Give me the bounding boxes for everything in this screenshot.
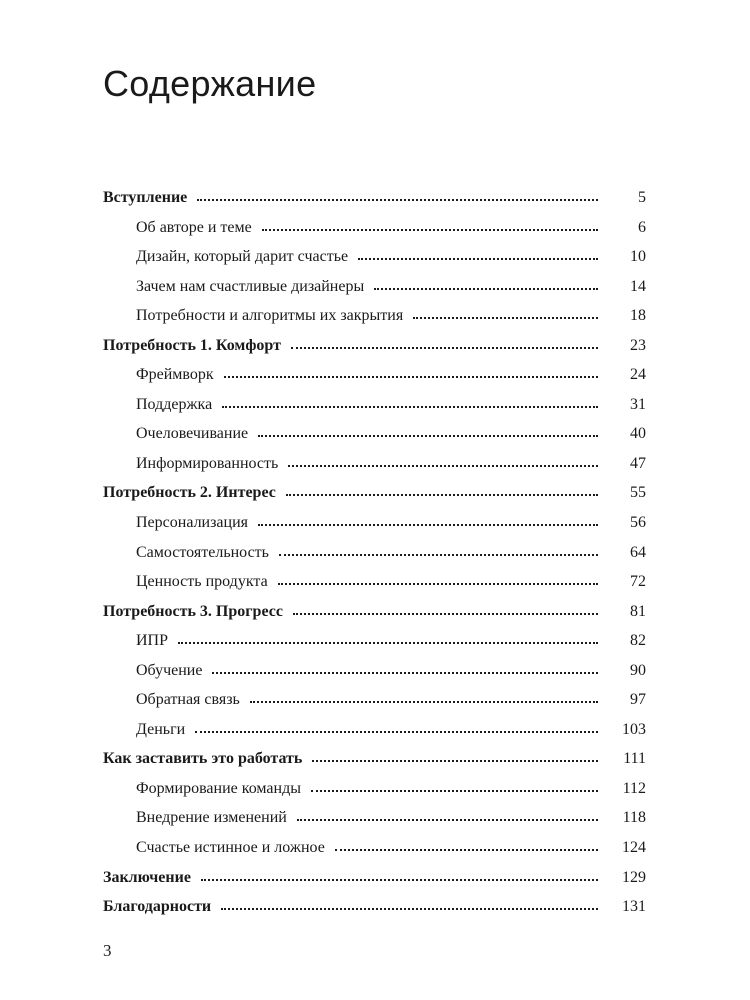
toc-section-entry (103, 272, 646, 302)
toc-entry-page-number: 31 (630, 395, 646, 413)
toc-entry-title: Ценность продукта (136, 573, 268, 591)
dot-leader (197, 195, 598, 201)
toc-section-entry (103, 567, 646, 597)
dot-leader (279, 550, 598, 556)
toc-entry-page-number: 47 (630, 454, 646, 472)
toc-section-entry (103, 213, 646, 243)
dot-leader (258, 431, 598, 437)
toc-section-entry (103, 390, 646, 420)
toc-entry-page-number: 90 (630, 661, 646, 679)
dot-leader (293, 609, 598, 615)
toc-entry-page-number: 40 (630, 425, 646, 443)
dot-leader (221, 904, 598, 910)
toc-section-entry (103, 301, 646, 331)
dot-leader (286, 490, 598, 496)
dot-leader (222, 402, 598, 408)
toc-entry-page-number: 72 (630, 573, 646, 591)
dot-leader (178, 638, 598, 644)
toc-chapter-entry (103, 597, 646, 627)
toc-entry-page-number: 118 (622, 809, 646, 827)
toc-chapter-entry (103, 863, 646, 893)
dot-leader (374, 284, 598, 290)
page-number: 3 (103, 941, 112, 960)
toc-entry-title: Как заставить это работать (103, 750, 303, 768)
toc-entry-title: Заключение (103, 868, 191, 886)
toc-section-entry (103, 449, 646, 479)
toc-entry-title: Потребность 3. Прогресс (103, 602, 283, 620)
toc-entry-title: Очеловечивание (136, 425, 249, 443)
dot-leader (312, 756, 598, 762)
toc-section-entry (103, 774, 646, 804)
toc-section-entry (103, 656, 646, 686)
page-title: Содержание (103, 63, 317, 104)
toc-section-entry (103, 715, 646, 745)
toc-section-entry (103, 360, 646, 390)
toc-entry-title: Потребность 2. Интерес (103, 484, 276, 502)
toc-entry-title: ИПР (136, 632, 169, 650)
toc-entry-title: Зачем нам счастливые дизайнеры (136, 277, 365, 295)
toc-entry-title: Благодарности (103, 898, 212, 916)
toc-chapter-entry (103, 478, 646, 508)
toc-entry-title: Информированность (136, 454, 279, 472)
toc-entry-title: Формирование команды (136, 779, 301, 797)
table-of-contents (103, 183, 646, 922)
toc-entry-title: Об авторе и теме (136, 218, 252, 236)
toc-entry-title: Фреймворк (136, 366, 214, 384)
dot-leader (224, 372, 598, 378)
toc-entry-title: Внедрение изменений (136, 809, 287, 827)
dot-leader (413, 313, 598, 319)
toc-entry-page-number: 23 (630, 336, 646, 354)
toc-entry-title: Поддержка (136, 395, 213, 413)
toc-entry-page-number: 124 (622, 839, 646, 857)
toc-entry-page-number: 56 (630, 514, 646, 532)
toc-chapter-entry (103, 183, 646, 213)
dot-leader (335, 845, 598, 851)
toc-section-entry (103, 538, 646, 568)
toc-section-entry (103, 803, 646, 833)
toc-chapter-entry (103, 744, 646, 774)
toc-entry-page-number: 111 (623, 750, 646, 768)
toc-entry-page-number: 112 (622, 779, 646, 797)
dot-leader (278, 579, 598, 585)
toc-section-entry (103, 833, 646, 863)
toc-entry-title: Вступление (103, 189, 188, 206)
toc-entry-page-number: 5 (638, 189, 646, 206)
toc-entry-page-number: 55 (630, 484, 646, 502)
toc-entry-page-number: 81 (630, 602, 646, 620)
dot-leader (262, 225, 598, 231)
toc-entry-page-number: 82 (630, 632, 646, 650)
toc-entry-page-number: 18 (630, 307, 646, 325)
toc-entry-title: Обратная связь (136, 691, 240, 709)
toc-entry-page-number: 14 (630, 277, 646, 295)
dot-leader (291, 343, 598, 349)
toc-entry-page-number: 64 (630, 543, 646, 561)
toc-entry-title: Персонализация (136, 514, 249, 532)
toc-entry-page-number: 131 (622, 898, 646, 916)
toc-entry-title: Счастье истинное и ложное (136, 839, 325, 857)
toc-entry-title: Обучение (136, 661, 203, 679)
toc-entry-title: Потребности и алгоритмы их закрытия (136, 307, 404, 325)
toc-entry-title: Самостоятельность (136, 543, 269, 561)
dot-leader (297, 815, 598, 821)
toc-entry-page-number: 103 (622, 720, 646, 738)
dot-leader (195, 727, 598, 733)
dot-leader (311, 786, 598, 792)
dot-leader (288, 461, 598, 467)
toc-chapter-entry (103, 331, 646, 361)
dot-leader (358, 254, 598, 260)
toc-section-entry (103, 626, 646, 656)
toc-chapter-entry (103, 892, 646, 922)
dot-leader (212, 668, 598, 674)
toc-entry-title: Дизайн, который дарит счастье (136, 248, 349, 266)
toc-section-entry (103, 508, 646, 538)
toc-entry-page-number: 129 (622, 868, 646, 886)
toc-entry-page-number: 10 (630, 248, 646, 266)
toc-entry-title: Деньги (136, 720, 186, 738)
toc-entry-page-number: 6 (638, 218, 646, 236)
toc-section-entry (103, 685, 646, 715)
dot-leader (258, 520, 598, 526)
toc-entry-title: Потребность 1. Комфорт (103, 336, 281, 354)
toc-entry-page-number: 24 (630, 366, 646, 384)
toc-section-entry (103, 242, 646, 272)
dot-leader (250, 697, 598, 703)
toc-entry-page-number: 97 (630, 691, 646, 709)
dot-leader (201, 875, 598, 881)
toc-section-entry (103, 419, 646, 449)
